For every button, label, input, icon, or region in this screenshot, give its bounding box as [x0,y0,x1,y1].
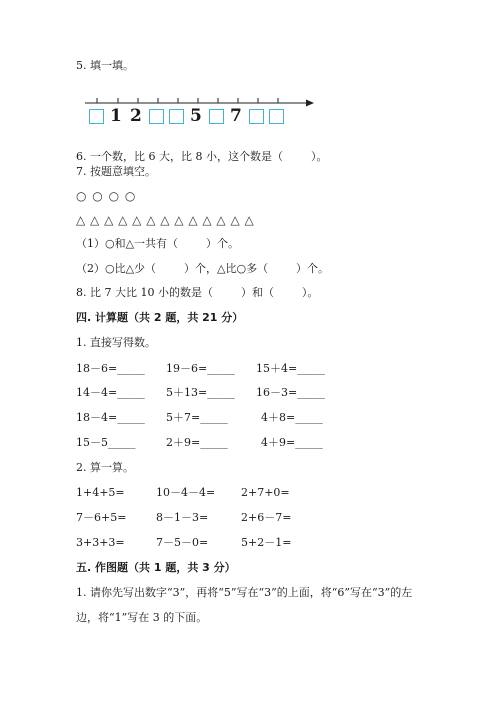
section4-title: 四. 计算题（共 2 题，共 21 分） [76,311,244,324]
q7-label: 7. 按题意填空。 [76,165,156,178]
answer-box-8[interactable] [249,109,264,124]
calc-item: 8－1－3= [156,511,209,524]
calc-item: 1+4+5= [76,486,125,499]
calc-item: 5＋13=_____ [166,386,235,399]
answer-box-9[interactable] [269,109,284,124]
numberline-number-7: 7 [230,106,242,126]
calc-item: 19－6=_____ [166,362,235,375]
calc-item: 5+2－1= [241,536,292,549]
calc-item: 18－6=_____ [76,362,145,375]
calc-item: 3+3+3= [76,536,125,549]
triangle-row: △ △ △ △ △ △ △ △ △ △ △ △ △ [76,213,255,227]
calc-item: 10－4－4= [156,486,216,499]
calc-item: 16－3=_____ [256,386,325,399]
answer-box-6[interactable] [209,109,224,124]
section5-title: 五. 作图题（共 1 题，共 3 分） [76,561,236,574]
section5-line1: 1. 请你先写出数字“3”，再将“5”写在“3”的上面，将“6”写在“3”的左 [76,586,413,599]
calc-item: 4＋9=_____ [261,436,323,449]
calc-item: 7－6+5= [76,511,127,524]
calc-item: 5＋7=_____ [166,411,228,424]
calc-item: 18－4=_____ [76,411,145,424]
calc-item: 2+6－7= [241,511,292,524]
answer-box-1[interactable] [89,109,104,124]
calc-item: 7－5－0= [156,536,209,549]
calc-item: 14－4=_____ [76,386,145,399]
section5-line2: 边，将“1”写在 3 的下面。 [76,611,208,624]
q7-sub2: （2）○比△少（ ）个，△比○多（ ）个。 [76,262,330,275]
numberline-number-1: 1 [110,106,122,126]
answer-box-3[interactable] [149,109,164,124]
circle-row: ○ ○ ○ ○ [76,189,137,203]
calc-item: 15＋4=_____ [256,362,325,375]
calc-item: 4＋8=_____ [261,411,323,424]
numberline-number-5: 5 [190,106,202,126]
section4-q1-label: 1. 直接写得数。 [76,336,156,349]
q7-sub1: （1）○和△一共有（ ）个。 [76,237,240,250]
calc-item: 2+7+0= [241,486,290,499]
q5-label: 5. 填一填。 [76,59,134,72]
q8-text: 8. 比 7 大比 10 小的数是（ ）和（ ）。 [76,286,319,299]
q6-text: 6. 一个数，比 6 大，比 8 小，这个数是（ ）。 [76,150,328,163]
calc-item: 15－5_____ [76,436,136,449]
section4-q2-label: 2. 算一算。 [76,461,134,474]
answer-box-4[interactable] [169,109,184,124]
calc-item: 2＋9=_____ [166,436,228,449]
numberline-number-2: 2 [130,106,142,126]
